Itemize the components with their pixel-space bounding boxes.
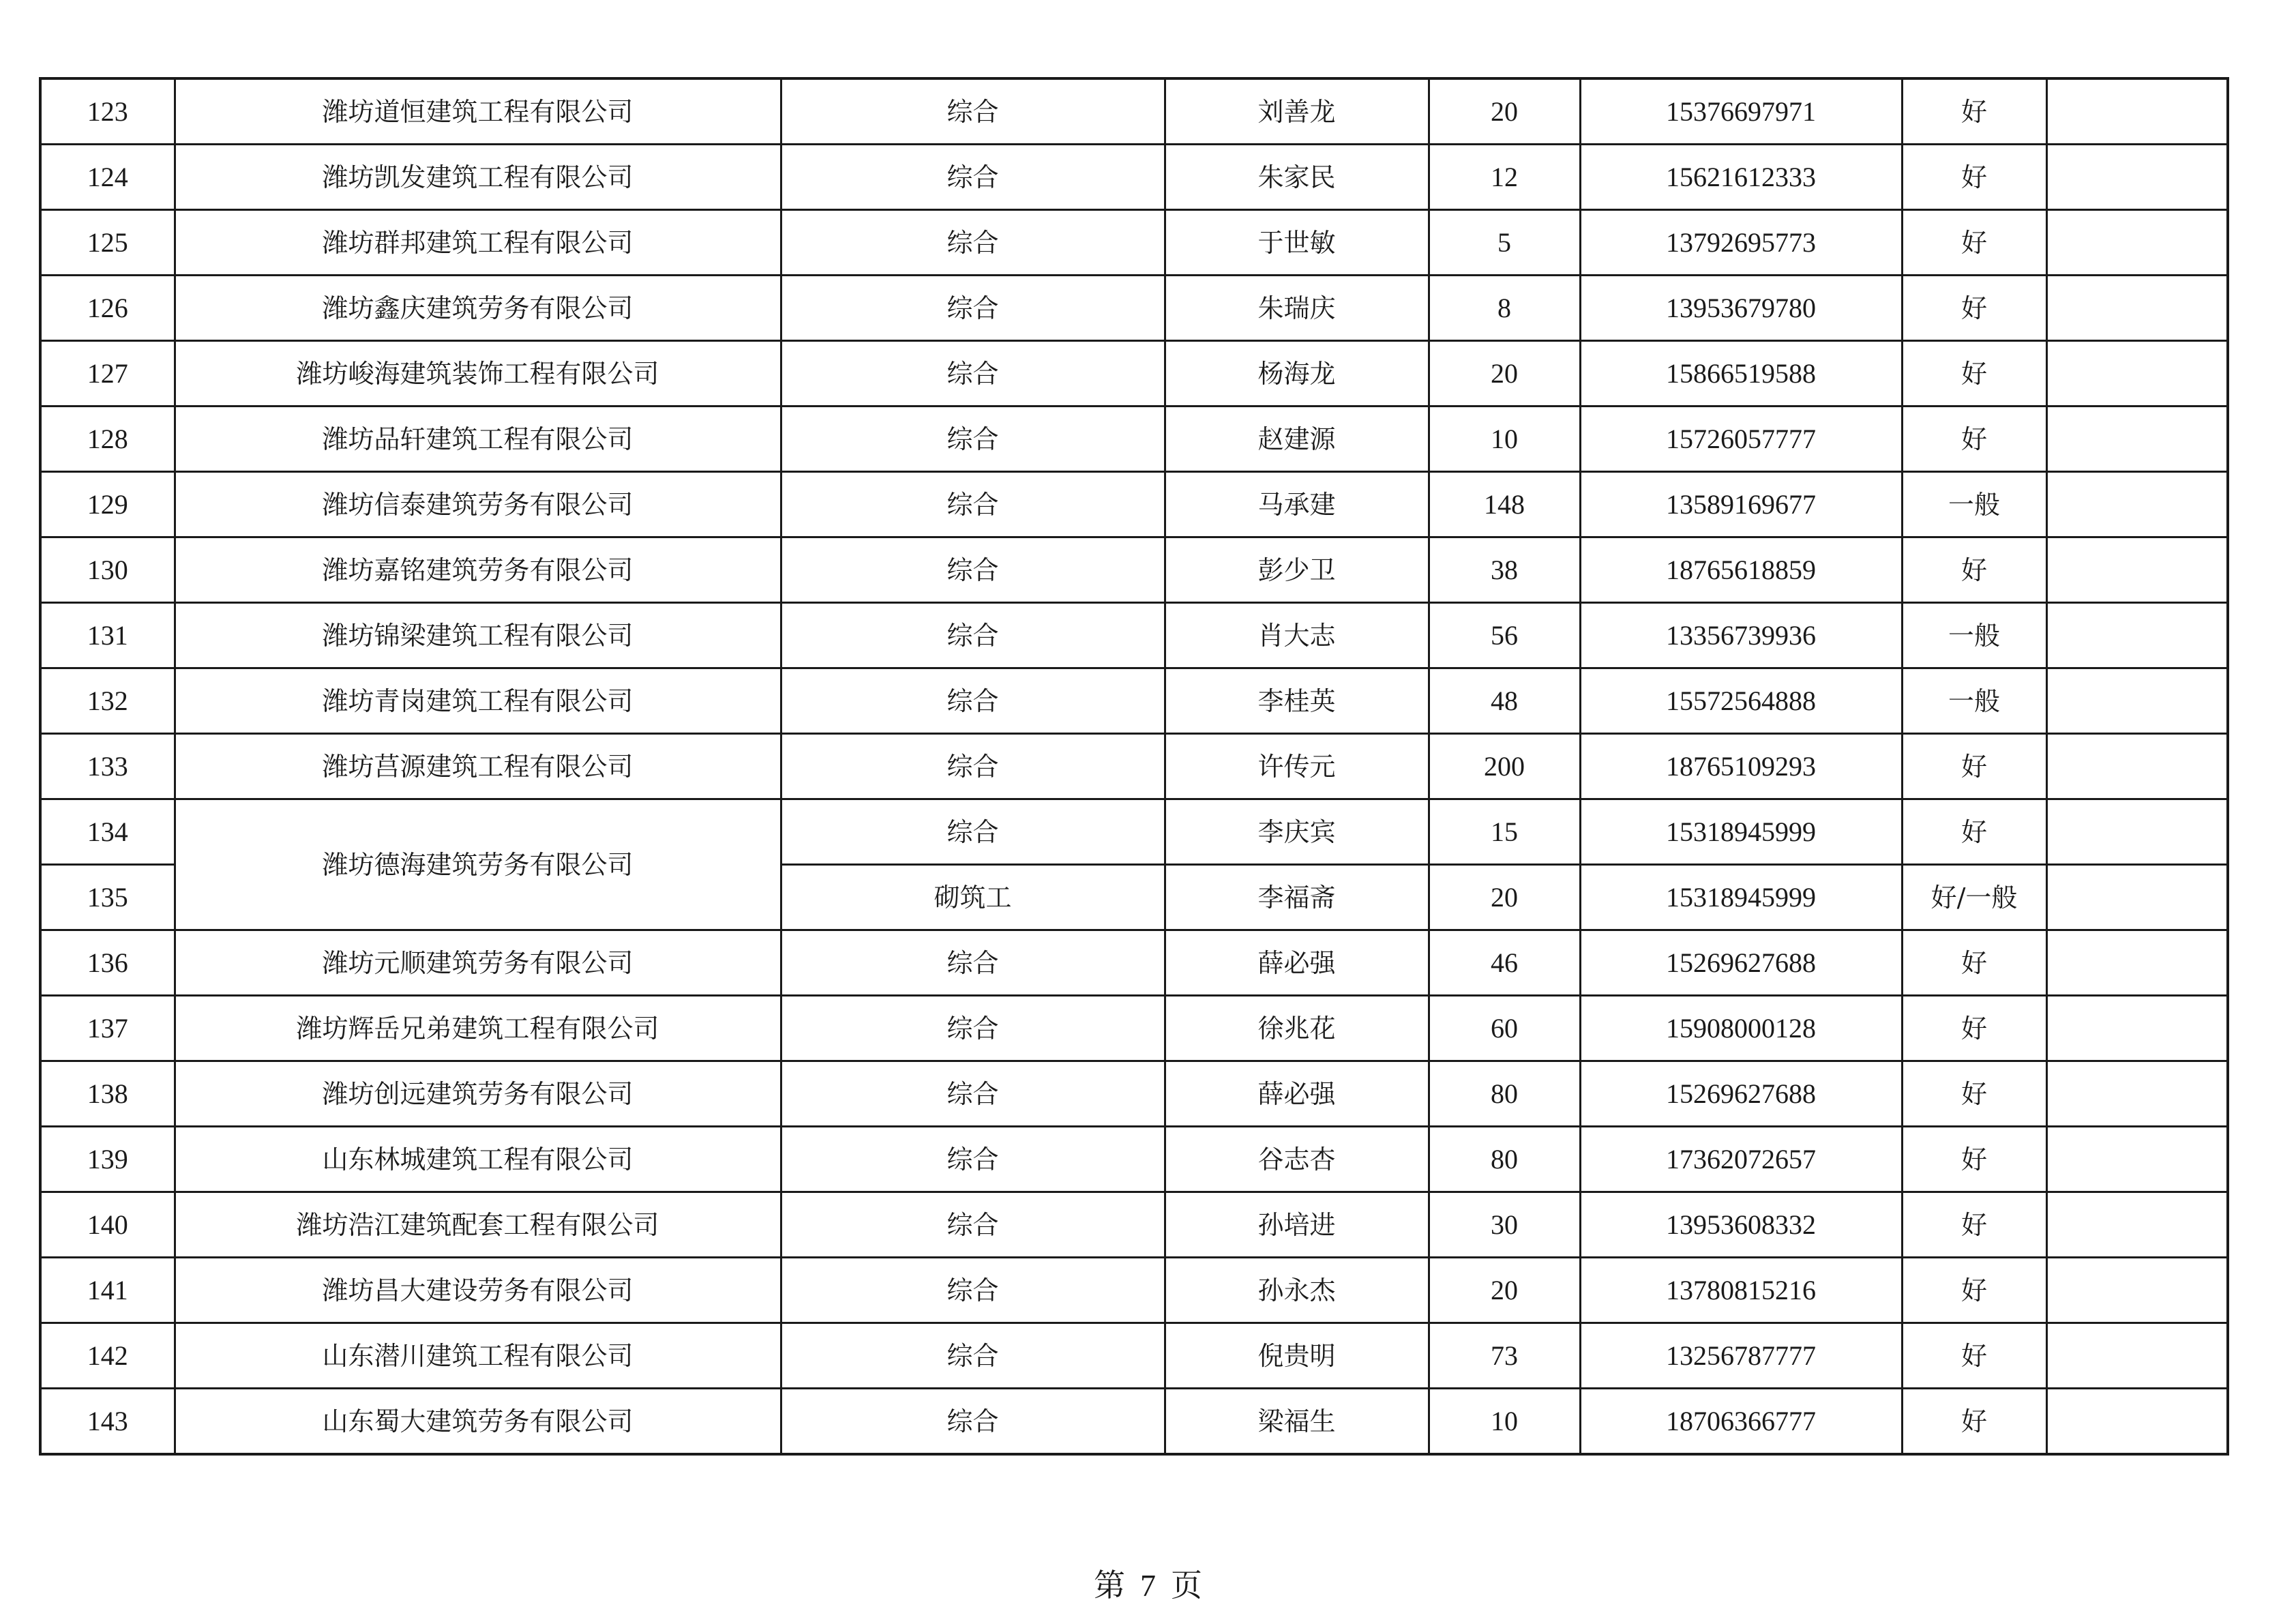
work-type-cell: 综合 [781,210,1165,276]
remark-cell [2046,537,2228,603]
contact-person-cell: 徐兆花 [1165,996,1429,1061]
remark-cell [2046,1323,2228,1389]
company-cell: 潍坊道恒建筑工程有限公司 [175,78,781,145]
row-number-cell: 138 [40,1061,175,1127]
remark-cell [2046,734,2228,799]
company-cell: 潍坊创远建筑劳务有限公司 [175,1061,781,1127]
row-number-cell: 137 [40,996,175,1061]
table-row [40,799,2228,865]
phone-cell: 15572564888 [1580,668,1902,734]
company-cell: 山东林城建筑工程有限公司 [175,1127,781,1192]
page-suffix: 页 [1171,1567,1202,1604]
row-number-cell: 129 [40,472,175,537]
worker-count-cell: 60 [1429,996,1580,1061]
company-cell: 潍坊凯发建筑工程有限公司 [175,145,781,210]
table-row [40,210,2228,276]
worker-count-cell: 10 [1429,407,1580,472]
contact-person-cell: 孙培进 [1165,1192,1429,1258]
company-cell: 潍坊青岗建筑工程有限公司 [175,668,781,734]
rating-cell: 好 [1902,996,2046,1061]
work-type-cell: 综合 [781,1258,1165,1323]
rating-cell: 一般 [1902,472,2046,537]
remark-cell [2046,1389,2228,1455]
company-cell: 潍坊德海建筑劳务有限公司 [175,799,781,930]
rating-cell: 好 [1902,1127,2046,1192]
worker-count-cell: 15 [1429,799,1580,865]
phone-cell: 15866519588 [1580,341,1902,407]
rating-cell: 好 [1902,734,2046,799]
row-number-cell: 125 [40,210,175,276]
worker-count-cell: 20 [1429,78,1580,145]
table-row [40,472,2228,537]
phone-cell: 13356739936 [1580,603,1902,668]
rating-cell: 好 [1902,1258,2046,1323]
company-cell: 潍坊品轩建筑工程有限公司 [175,407,781,472]
work-type-cell: 综合 [781,1389,1165,1455]
phone-cell: 15269627688 [1580,1061,1902,1127]
phone-cell: 15376697971 [1580,78,1902,145]
phone-cell: 18765109293 [1580,734,1902,799]
work-type-cell: 综合 [781,799,1165,865]
remark-cell [2046,78,2228,145]
worker-count-cell: 5 [1429,210,1580,276]
company-cell: 山东潜川建筑工程有限公司 [175,1323,781,1389]
row-number-cell: 133 [40,734,175,799]
page-prefix: 第 [1094,1567,1125,1604]
rating-cell: 好 [1902,537,2046,603]
phone-cell: 15269627688 [1580,930,1902,996]
remark-cell [2046,996,2228,1061]
phone-cell: 15621612333 [1580,145,1902,210]
worker-count-cell: 148 [1429,472,1580,537]
contact-person-cell: 孙永杰 [1165,1258,1429,1323]
company-cell: 潍坊辉岳兄弟建筑工程有限公司 [175,996,781,1061]
worker-count-cell: 12 [1429,145,1580,210]
table-row [40,603,2228,668]
work-type-cell: 综合 [781,1061,1165,1127]
work-type-cell: 综合 [781,78,1165,145]
contact-person-cell: 杨海龙 [1165,341,1429,407]
phone-cell: 13792695773 [1580,210,1902,276]
row-number-cell: 128 [40,407,175,472]
phone-cell: 13256787777 [1580,1323,1902,1389]
company-cell: 潍坊锦梁建筑工程有限公司 [175,603,781,668]
remark-cell [2046,472,2228,537]
remark-cell [2046,407,2228,472]
rating-cell: 好 [1902,276,2046,341]
table-row [40,996,2228,1061]
work-type-cell: 综合 [781,603,1165,668]
work-type-cell: 综合 [781,472,1165,537]
remark-cell [2046,341,2228,407]
work-type-cell: 综合 [781,537,1165,603]
worker-count-cell: 30 [1429,1192,1580,1258]
rating-cell: 一般 [1902,668,2046,734]
table-row [40,1127,2228,1192]
remark-cell [2046,930,2228,996]
remark-cell [2046,603,2228,668]
contact-person-cell: 朱家民 [1165,145,1429,210]
company-cell: 潍坊峻海建筑装饰工程有限公司 [175,341,781,407]
worker-count-cell: 20 [1429,341,1580,407]
contact-person-cell: 薛必强 [1165,1061,1429,1127]
contact-person-cell: 谷志杏 [1165,1127,1429,1192]
worker-count-cell: 20 [1429,865,1580,930]
rating-cell: 好 [1902,78,2046,145]
table-row [40,1389,2228,1455]
contact-person-cell: 刘善龙 [1165,78,1429,145]
rating-cell: 一般 [1902,603,2046,668]
work-type-cell: 综合 [781,930,1165,996]
row-number-cell: 139 [40,1127,175,1192]
phone-cell: 15318945999 [1580,865,1902,930]
remark-cell [2046,799,2228,865]
row-number-cell: 135 [40,865,175,930]
row-number-cell: 127 [40,341,175,407]
phone-cell: 17362072657 [1580,1127,1902,1192]
rating-cell: 好 [1902,145,2046,210]
remark-cell [2046,1258,2228,1323]
worker-count-cell: 80 [1429,1127,1580,1192]
phone-cell: 13589169677 [1580,472,1902,537]
phone-cell: 13953608332 [1580,1192,1902,1258]
worker-count-cell: 73 [1429,1323,1580,1389]
remark-cell [2046,865,2228,930]
remark-cell [2046,1061,2228,1127]
table-row [40,407,2228,472]
remark-cell [2046,276,2228,341]
worker-count-cell: 10 [1429,1389,1580,1455]
company-cell: 潍坊信泰建筑劳务有限公司 [175,472,781,537]
worker-count-cell: 200 [1429,734,1580,799]
contact-person-cell: 于世敏 [1165,210,1429,276]
worker-count-cell: 56 [1429,603,1580,668]
remark-cell [2046,145,2228,210]
table-row [40,930,2228,996]
phone-cell: 18706366777 [1580,1389,1902,1455]
table-row [40,145,2228,210]
work-type-cell: 综合 [781,341,1165,407]
rating-cell: 好 [1902,1389,2046,1455]
row-number-cell: 126 [40,276,175,341]
company-cell: 潍坊鑫庆建筑劳务有限公司 [175,276,781,341]
worker-count-cell: 80 [1429,1061,1580,1127]
row-number-cell: 140 [40,1192,175,1258]
rating-cell: 好 [1902,799,2046,865]
table-row [40,1192,2228,1258]
worker-count-cell: 20 [1429,1258,1580,1323]
worker-count-cell: 8 [1429,276,1580,341]
work-type-cell: 综合 [781,1127,1165,1192]
rating-cell: 好 [1902,1192,2046,1258]
row-number-cell: 131 [40,603,175,668]
rating-cell: 好 [1902,341,2046,407]
worker-count-cell: 38 [1429,537,1580,603]
phone-cell: 15908000128 [1580,996,1902,1061]
phone-cell: 15318945999 [1580,799,1902,865]
row-number-cell: 123 [40,78,175,145]
worker-count-cell: 46 [1429,930,1580,996]
rating-cell: 好 [1902,930,2046,996]
page-footer [0,1561,2296,1606]
contractor-table [39,77,2229,1456]
contact-person-cell: 李福斋 [1165,865,1429,930]
company-cell: 潍坊莒源建筑工程有限公司 [175,734,781,799]
work-type-cell: 综合 [781,668,1165,734]
contact-person-cell: 彭少卫 [1165,537,1429,603]
work-type-cell: 综合 [781,734,1165,799]
row-number-cell: 134 [40,799,175,865]
row-number-cell: 132 [40,668,175,734]
row-number-cell: 141 [40,1258,175,1323]
company-cell: 山东蜀大建筑劳务有限公司 [175,1389,781,1455]
work-type-cell: 综合 [781,996,1165,1061]
table-row [40,1323,2228,1389]
rating-cell: 好 [1902,1323,2046,1389]
phone-cell: 13953679780 [1580,276,1902,341]
remark-cell [2046,1127,2228,1192]
table-row [40,1258,2228,1323]
row-number-cell: 124 [40,145,175,210]
work-type-cell: 综合 [781,145,1165,210]
remark-cell [2046,668,2228,734]
work-type-cell: 综合 [781,1323,1165,1389]
contact-person-cell: 朱瑞庆 [1165,276,1429,341]
contact-person-cell: 梁福生 [1165,1389,1429,1455]
table-body [40,78,2228,1454]
contact-person-cell: 肖大志 [1165,603,1429,668]
contact-person-cell: 李庆宾 [1165,799,1429,865]
work-type-cell: 砌筑工 [781,865,1165,930]
company-cell: 潍坊元顺建筑劳务有限公司 [175,930,781,996]
rating-cell: 好 [1902,407,2046,472]
company-cell: 潍坊浩江建筑配套工程有限公司 [175,1192,781,1258]
contact-person-cell: 李桂英 [1165,668,1429,734]
table-row [40,341,2228,407]
table-row [40,276,2228,341]
company-cell: 潍坊嘉铭建筑劳务有限公司 [175,537,781,603]
phone-cell: 18765618859 [1580,537,1902,603]
work-type-cell: 综合 [781,407,1165,472]
table-row [40,78,2228,145]
contact-person-cell: 薛必强 [1165,930,1429,996]
row-number-cell: 143 [40,1389,175,1455]
remark-cell [2046,1192,2228,1258]
contact-person-cell: 许传元 [1165,734,1429,799]
row-number-cell: 142 [40,1323,175,1389]
company-cell: 潍坊群邦建筑工程有限公司 [175,210,781,276]
company-cell: 潍坊昌大建设劳务有限公司 [175,1258,781,1323]
remark-cell [2046,210,2228,276]
phone-cell: 15726057777 [1580,407,1902,472]
table-row [40,537,2228,603]
worker-count-cell: 48 [1429,668,1580,734]
work-type-cell: 综合 [781,1192,1165,1258]
contact-person-cell: 倪贵明 [1165,1323,1429,1389]
phone-cell: 13780815216 [1580,1258,1902,1323]
rating-cell: 好/一般 [1902,865,2046,930]
table-row [40,1061,2228,1127]
table-row [40,668,2228,734]
rating-cell: 好 [1902,210,2046,276]
contact-person-cell: 赵建源 [1165,407,1429,472]
row-number-cell: 136 [40,930,175,996]
contact-person-cell: 马承建 [1165,472,1429,537]
page-number: 7 [1140,1568,1156,1603]
rating-cell: 好 [1902,1061,2046,1127]
row-number-cell: 130 [40,537,175,603]
work-type-cell: 综合 [781,276,1165,341]
table-row [40,734,2228,799]
